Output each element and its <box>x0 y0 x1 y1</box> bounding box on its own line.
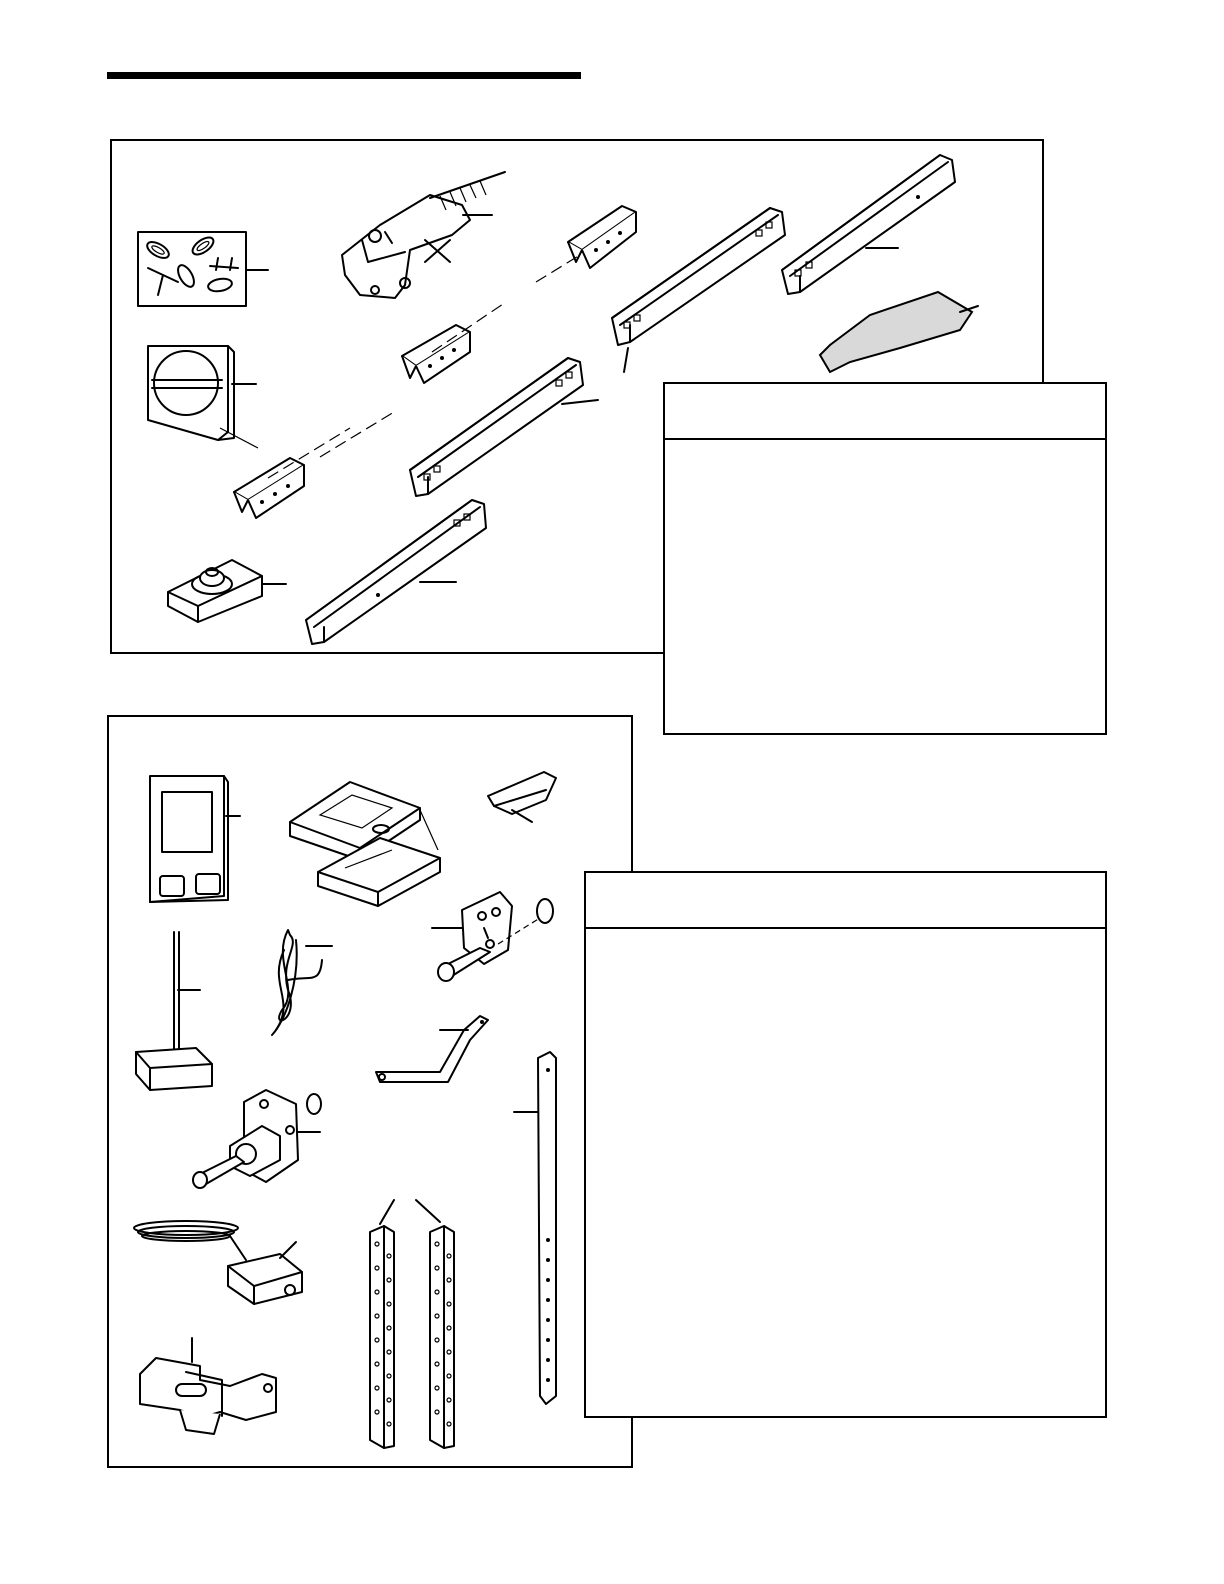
door-bracket-icon <box>432 892 553 981</box>
rail-section-icon <box>782 155 955 294</box>
header-bracket-icon <box>193 1090 321 1188</box>
sensor-bracket-icon <box>140 1338 276 1434</box>
visor-clip-icon <box>488 772 556 822</box>
rail-parts-list-callout <box>663 382 1107 735</box>
bell-wire-icon <box>272 930 332 1035</box>
safety-sensor-icon <box>134 1221 302 1304</box>
trolley-icon <box>342 172 505 298</box>
rope-handle-icon <box>136 932 212 1090</box>
curved-door-arm-icon <box>376 1016 488 1082</box>
remote-control-icon <box>290 782 440 906</box>
hardware-bag-icon <box>138 232 268 306</box>
door-control-icon <box>150 776 240 902</box>
callout-header <box>586 873 1105 929</box>
straight-door-arm-icon <box>514 1052 556 1404</box>
light-lens-icon <box>148 346 258 448</box>
callout-header <box>665 384 1105 440</box>
hardware-parts-list-callout <box>584 871 1107 1418</box>
rail-section-icon <box>612 208 785 372</box>
rail-section-icon <box>306 500 486 644</box>
hanging-bracket-icon <box>370 1200 454 1448</box>
idler-pulley-icon <box>168 560 286 622</box>
rail-section-icon <box>410 358 598 496</box>
grease-packet-icon <box>820 292 978 372</box>
